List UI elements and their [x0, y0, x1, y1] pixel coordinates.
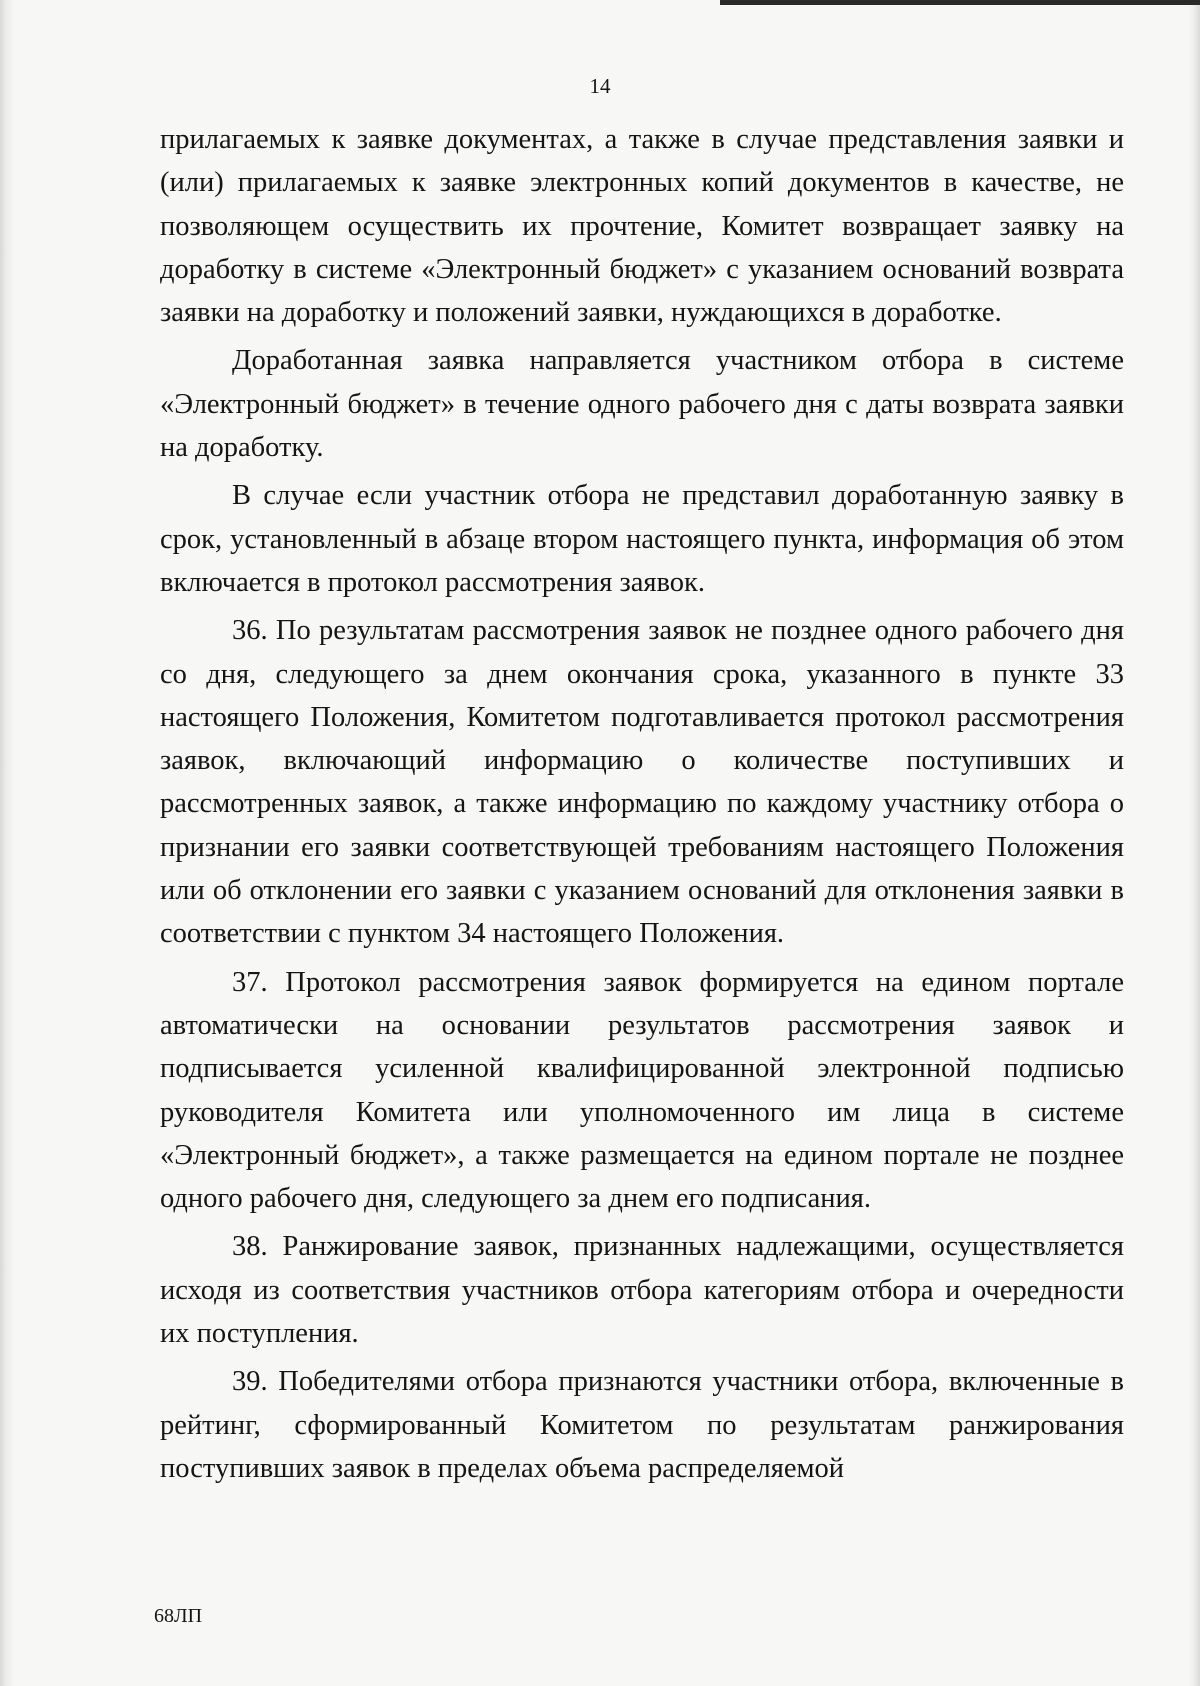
scan-edge-left: [0, 0, 14, 1686]
paragraph-item-36: 36. По результатам рассмотрения заявок не позднее одного рабочего дня со дня, следующего за днем окончания срока, указанного в пункте 33 настоящего Положения, Комитетом подготавливается протокол рассмотрения заявок, включающий информацию о количестве поступивших и рассмотренных заявок, а также информацию по каждому участнику отбора о признании его заявки соответствующей требованиям настоящего Положения или об отклонении его заявки с указанием оснований для отклонения заявки в соответствии с пунктом 34 настоящего Положения.: [160, 615, 1124, 950]
paragraph-continuation: прилагаемых к заявке документах, а также в случае представления заявки и (или) прилагаемых к заявке электронных копий документов в качестве, не позволяющем осуществить их прочтение, Комитет возвращает заявку на доработку в системе «Электронный бюджет» с указанием оснований возврата заявки на доработку и положений заявки, нуждающихся в доработке.: [160, 124, 1124, 329]
document-body: [160, 118, 1124, 1490]
footer-document-code: 68ЛП: [154, 1605, 203, 1627]
paragraph-revised-application: Доработанная заявка направляется участником отбора в системе «Электронный бюджет» в течение одного рабочего дня с даты возврата заявки на доработку.: [160, 345, 1124, 464]
paragraph-item-37: 37. Протокол рассмотрения заявок формируется на едином портале автоматически на основании результатов рассмотрения заявок и подписывается усиленной квалифицированной электронной подписью руководителя Комитета или уполномоченного им лица в системе «Электронный бюджет», а также размещается на едином портале не позднее одного рабочего дня, следующего за днем его подписания.: [160, 966, 1124, 1215]
page-number: 14: [589, 74, 611, 98]
paragraph-item-38: 38. Ранжирование заявок, признанных надлежащими, осуществляется исходя из соответствия участников отбора категориям отбора и очередности их поступления.: [160, 1231, 1124, 1350]
paragraph-missed-deadline: В случае если участник отбора не представил доработанную заявку в срок, установленный в абзаце втором настоящего пункта, информация об этом включается в протокол рассмотрения заявок.: [160, 480, 1124, 598]
scan-edge-right: [1188, 0, 1200, 1686]
paragraph-item-39: 39. Победителями отбора признаются участники отбора, включенные в рейтинг, сформированный Комитетом по результатам ранжирования поступивших заявок в пределах объема распределяемой: [160, 1366, 1124, 1484]
top-scan-rule: [720, 0, 1200, 5]
